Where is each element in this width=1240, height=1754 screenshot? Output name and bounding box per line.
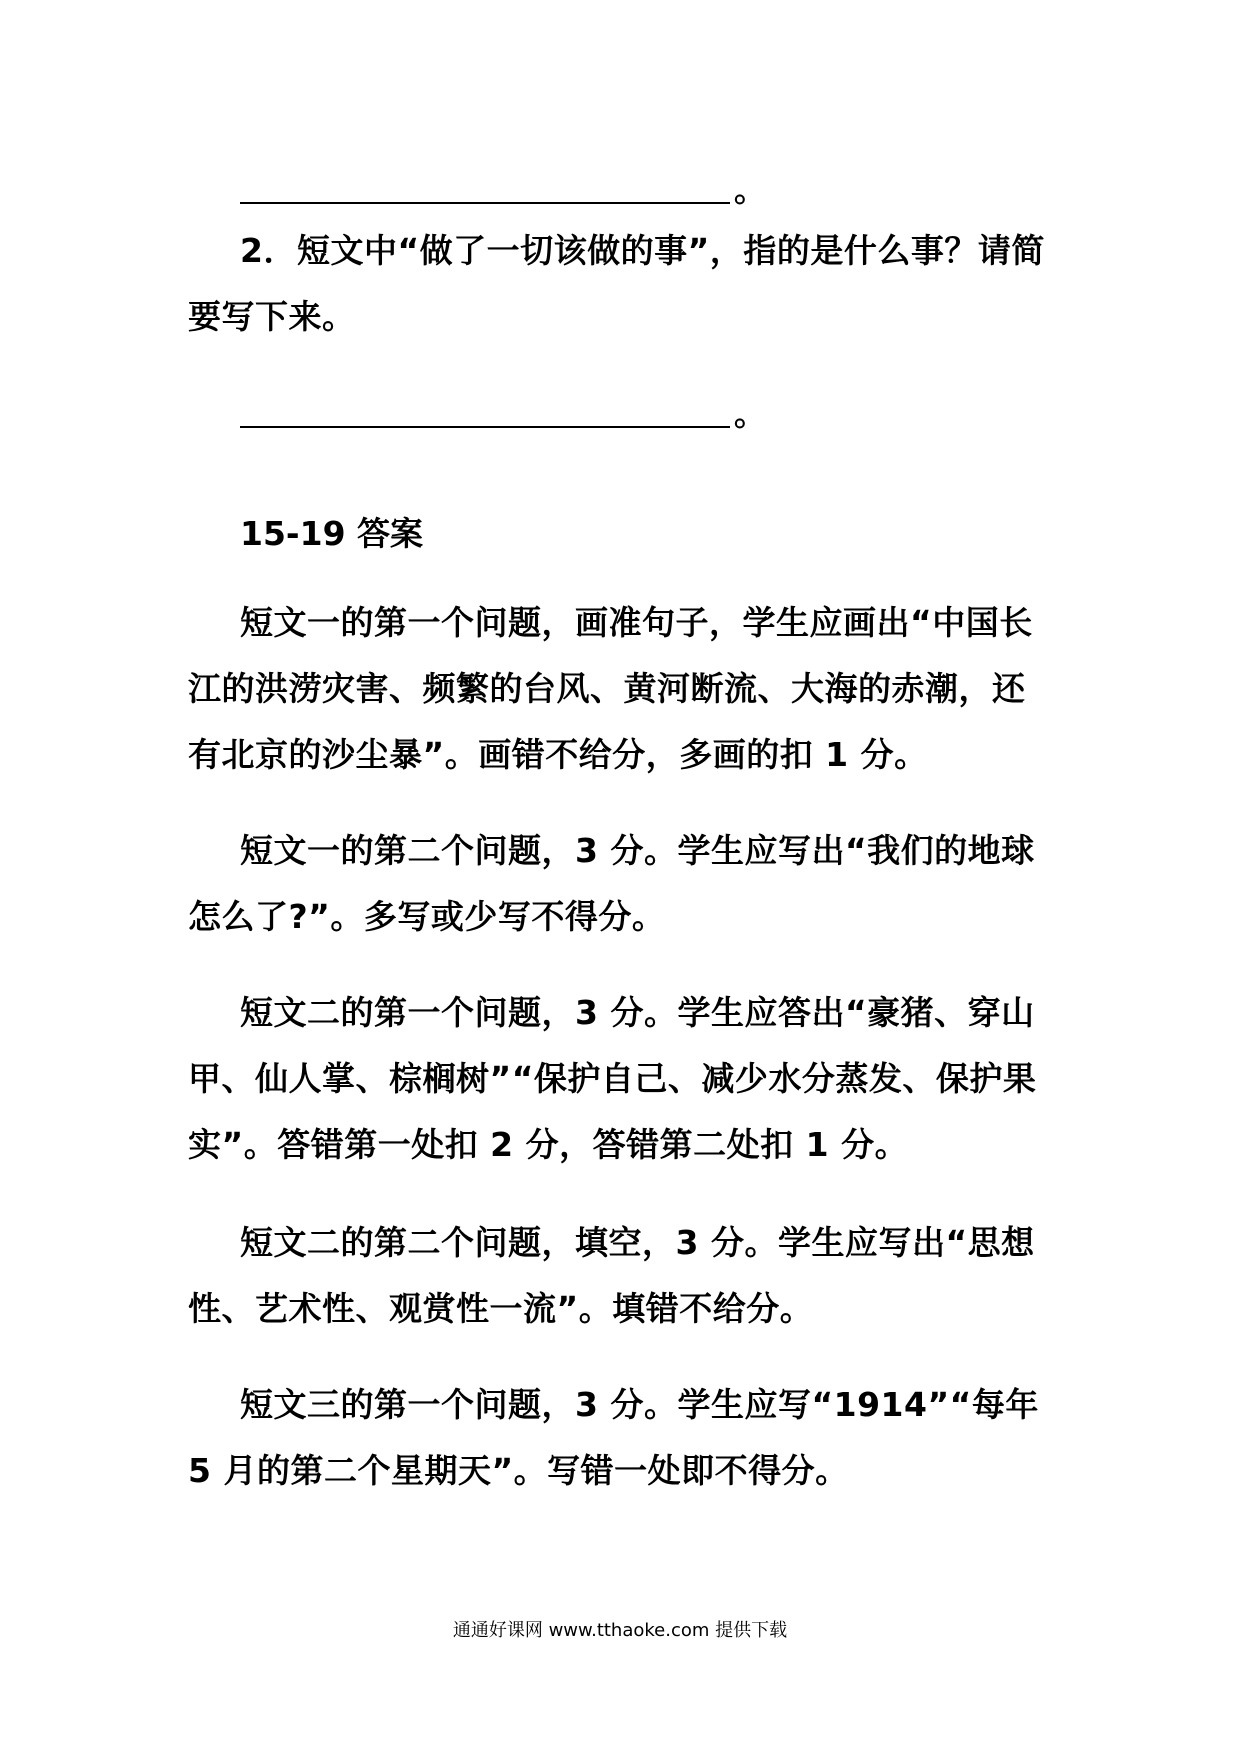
footer-text: 通通好课网 www.tthaoke.com 提供下载	[452, 1620, 788, 1641]
question-2: 2．短文中“做了一切该做的事”，指的是什么事？请简要写下来。	[188, 231, 1045, 336]
answer-blank-1	[240, 171, 767, 209]
blank-underline	[240, 178, 730, 204]
blank-period: 。	[734, 171, 767, 209]
answer-paragraph-4: 短文二的第二个问题，填空，3 分。学生应写出“思想性、艺术性、观赏性一流”。填错不给分。	[188, 1223, 1035, 1328]
answer-blank-2	[240, 395, 767, 433]
answers-heading: 15-19 答案	[240, 514, 424, 553]
answer-paragraph-5: 短文三的第一个问题，3 分。学生应写“1914”“每年 5 月的第二个星期天”。写错一处即不得分。	[188, 1385, 1039, 1490]
blank-period: 。	[734, 395, 767, 433]
blank-underline	[240, 402, 730, 428]
answer-paragraph-3: 短文二的第一个问题，3 分。学生应答出“豪猪、穿山甲、仙人掌、棕榈树”“保护自己、减少水分蒸发、保护果实”。答错第一处扣 2 分，答错第二处扣 1 分。	[188, 993, 1037, 1164]
answer-paragraph-2: 短文一的第二个问题，3 分。学生应写出“我们的地球怎么了?”。多写或少写不得分。	[188, 831, 1035, 936]
answer-paragraph-1: 短文一的第一个问题，画准句子，学生应画出“中国长江的洪涝灾害、频繁的台风、黄河断流、大海的赤潮，还有北京的沙尘暴”。画错不给分，多画的扣 1 分。	[188, 603, 1033, 774]
